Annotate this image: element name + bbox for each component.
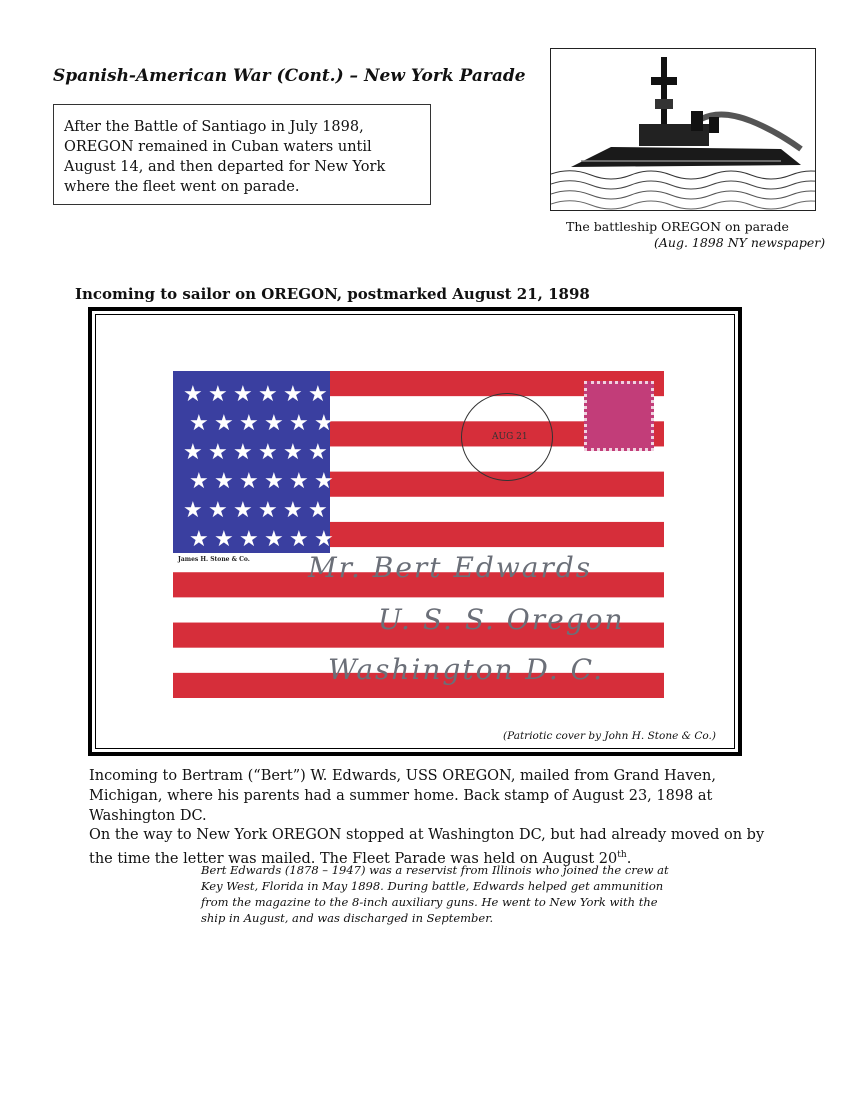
flag-star: ★ (264, 469, 284, 494)
publisher-imprint: James H. Stone & Co. (178, 556, 250, 563)
paragraph-route-text: On the way to New York OREGON stopped at Washington DC, but had already moved on by the time the letter was mailed. The Fleet Parade was held on August 20 (89, 827, 765, 867)
intro-text: After the Battle of Santiago in July 1898, OREGON remained in Cuban waters until August 14, and then departed for New York where the fleet went on parade. (64, 119, 386, 195)
ship-caption-line1: The battleship OREGON on parade (566, 219, 789, 234)
flag-star: ★ (208, 440, 228, 465)
postmark (461, 393, 553, 481)
flag-star: ★ (183, 440, 203, 465)
battleship-oregon-image (551, 49, 816, 211)
flag-star: ★ (314, 411, 334, 436)
paragraph-recipient: Incoming to Bertram (“Bert”) W. Edwards, USS OREGON, mailed from Grand Haven, Michigan, where his parents had a summer home. Back stamp of August 23, 1898 at Washington DC. (89, 768, 716, 824)
flag-star: ★ (239, 411, 259, 436)
flag-star: ★ (308, 382, 328, 407)
flag-star: ★ (258, 440, 278, 465)
flag-star: ★ (314, 469, 334, 494)
intro-text-box (53, 104, 431, 205)
flag-star: ★ (283, 498, 303, 523)
flag-star: ★ (289, 411, 309, 436)
bio-note: Bert Edwards (1878 – 1947) was a reservist from Illinois who joined the crew at Key West, Florida in May 1898. During battle, Edwards helped get ammunition from the magazine to the 8-inch auxiliary guns. He went to New York with the ship in August, and was discharged in September. (201, 863, 669, 925)
flag-star: ★ (233, 440, 253, 465)
cover-caption: (Patriotic cover by John H. Stone & Co.) (503, 730, 716, 742)
cover-heading: Incoming to sailor on OREGON, postmarked August 21, 1898 (75, 285, 590, 303)
flag-star: ★ (208, 382, 228, 407)
flag-star: ★ (283, 382, 303, 407)
flag-star: ★ (208, 498, 228, 523)
patriotic-flag-cover (173, 371, 664, 698)
flag-star: ★ (214, 411, 234, 436)
flag-star: ★ (308, 440, 328, 465)
flag-star: ★ (258, 498, 278, 523)
flag-star: ★ (258, 382, 278, 407)
flag-star: ★ (314, 527, 334, 552)
ship-illustration (550, 48, 816, 211)
flag-star: ★ (264, 411, 284, 436)
flag-star: ★ (233, 382, 253, 407)
flag-star: ★ (183, 382, 203, 407)
address-line-3: Washington D. C. (328, 653, 604, 686)
flag-star: ★ (214, 469, 234, 494)
flag-star: ★ (308, 498, 328, 523)
flag-star: ★ (189, 527, 209, 552)
paragraph-route-sup: th (617, 850, 627, 860)
page-title: Spanish-American War (Cont.) – New York Parade (53, 66, 526, 86)
flag-star: ★ (289, 469, 309, 494)
two-cent-stamp (584, 381, 654, 451)
address-line-2: U. S. S. Oregon (378, 603, 625, 636)
flag-star: ★ (183, 498, 203, 523)
flag-star: ★ (214, 527, 234, 552)
ship-caption-line2: (Aug. 1898 NY newspaper) (654, 235, 826, 250)
address-line-1: Mr. Bert Edwards (308, 551, 593, 584)
ship-caption (566, 219, 825, 251)
paragraph-route-end: . (626, 850, 632, 867)
flag-star: ★ (189, 469, 209, 494)
flag-star: ★ (233, 498, 253, 523)
flag-star: ★ (283, 440, 303, 465)
flag-star: ★ (239, 527, 259, 552)
flag-star: ★ (239, 469, 259, 494)
postmark-date: AUG 21 (492, 432, 528, 442)
flag-star: ★ (264, 527, 284, 552)
flag-star: ★ (289, 527, 309, 552)
flag-star: ★ (189, 411, 209, 436)
